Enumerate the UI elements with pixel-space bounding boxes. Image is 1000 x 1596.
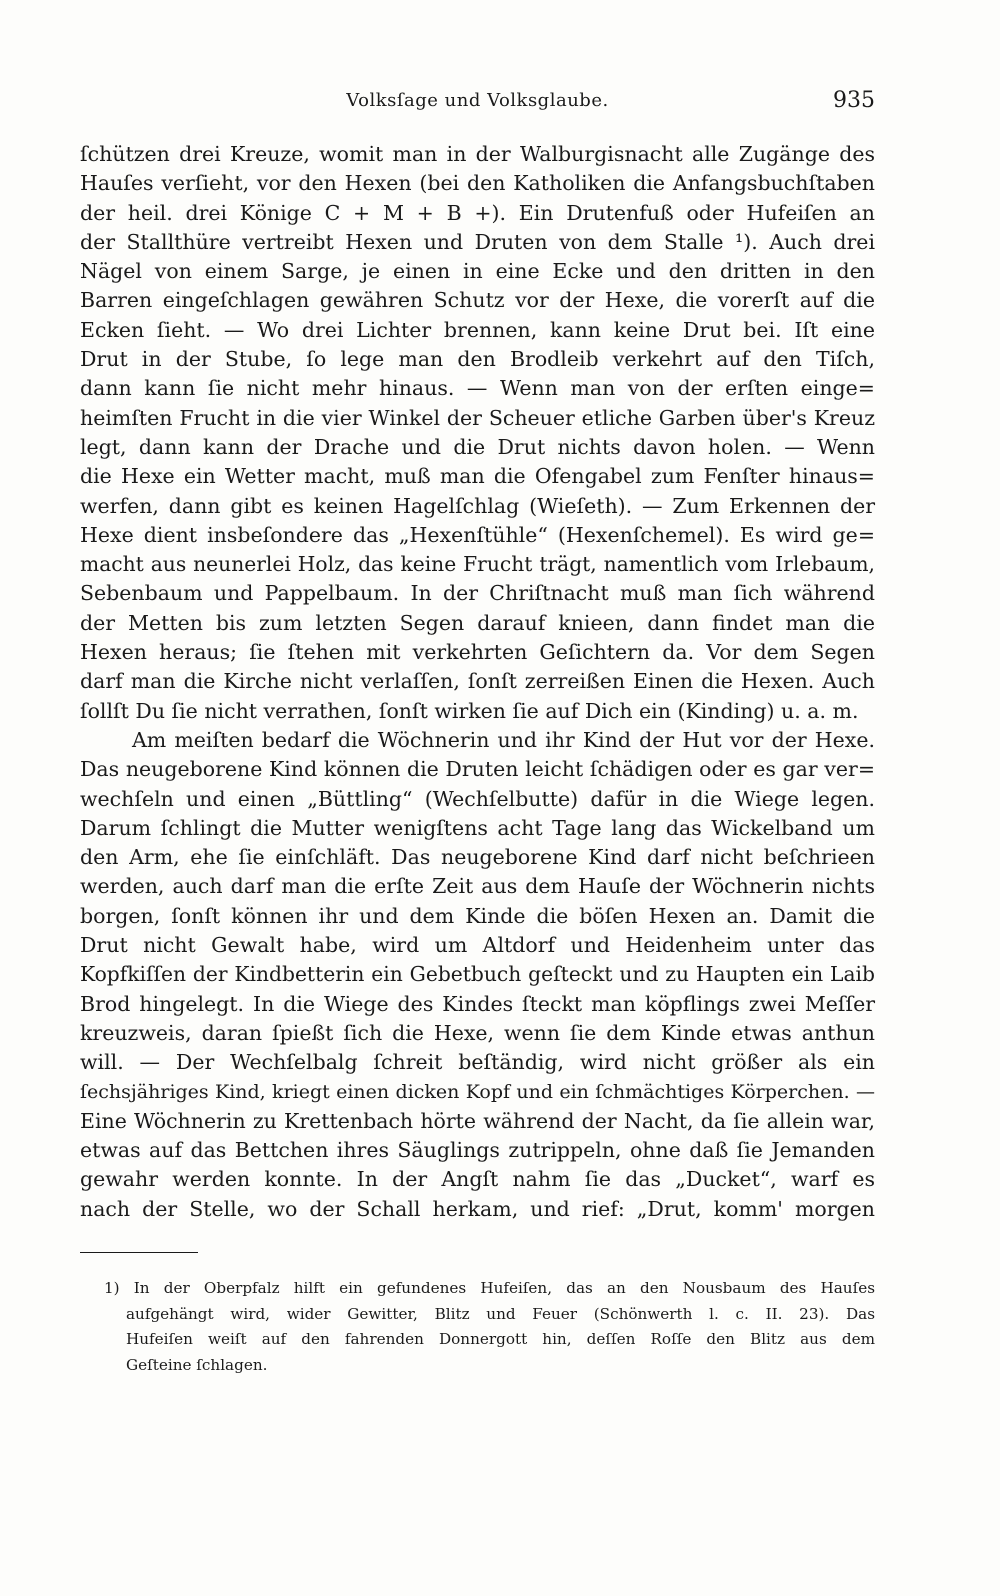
text-line: Hexe dient insbeſondere das „Hexenſtühle“ (Hexenſchemel). Es wird ge= xyxy=(80,522,875,547)
text-line: borgen, ſonſt können ihr und dem Kinde die böſen Hexen an. Damit die xyxy=(80,903,875,928)
text-line: legt, dann kann der Drache und die Drut nichts davon holen. — Wenn xyxy=(80,434,875,459)
text-line: ſchützen drei Kreuze, womit man in der Walburgisnacht alle Zugänge des xyxy=(80,142,875,166)
text-line: Ecken ſieht. — Wo drei Lichter brennen, kann keine Drut bei. Iſt eine xyxy=(80,317,875,342)
text-line: ſechsjähriges Kind, kriegt einen dicken Kopf und ein ſchmächtiges Körperchen. — xyxy=(80,1080,875,1103)
main-text xyxy=(80,140,875,1224)
footnote-divider xyxy=(80,1252,198,1253)
text-line: Drut in der Stube, ſo lege man den Brodleib verkehrt auf den Tiſch, xyxy=(80,347,875,372)
footnote-line: 1) In der Oberpfalz hilft ein gefundenes Hufeiſen, das an den Nousbaum des Hauſes xyxy=(104,1279,875,1297)
text-line: Brod hingelegt. In die Wiege des Kindes ſteckt man köpflings zwei Meſſer xyxy=(80,991,875,1016)
footnote-line: aufgehängt wird, wider Gewitter, Blitz und Feuer (Schönwerth l. c. II. 23). Das xyxy=(126,1304,875,1323)
text-line: werden, auch darf man die erſte Zeit aus dem Hauſe der Wöchnerin nichts xyxy=(80,874,875,899)
text-line: der Stallthüre vertreibt Hexen und Druten von dem Stalle ¹). Auch drei xyxy=(80,229,875,254)
text-line: Darum ſchlingt die Mutter wenigſtens acht Tage lang das Wickelband um xyxy=(80,815,875,840)
text-line: der heil. drei Könige C + M + B +). Ein Drutenfuß oder Hufeiſen an xyxy=(80,200,875,225)
text-line: Barren eingeſchlagen gewähren Schutz vor der Hexe, die vorerſt auf die xyxy=(80,288,875,313)
text-line: will. — Der Wechſelbalg ſchreit beſtändig, wird nicht größer als ein xyxy=(80,1050,875,1075)
text-line: ſollſt Du ſie nicht verrathen, ſonſt wirken ſie auf Dich ein (Kinding) u. a. m. xyxy=(80,698,859,723)
text-line: Eine Wöchnerin zu Krettenbach hörte während der Nacht, da ſie allein war, xyxy=(80,1108,875,1133)
text-line: Hauſes verſieht, vor den Hexen (bei den Katholiken die Anfangsbuchſtaben xyxy=(80,171,875,196)
running-head xyxy=(80,88,875,118)
text-line: macht aus neunerlei Holz, das keine Frucht trägt, namentlich vom Irlebaum, xyxy=(80,552,875,577)
text-line: Sebenbaum und Pappelbaum. In der Chriſtnacht muß man ſich während xyxy=(80,581,875,606)
text-line: Kopfkiſſen der Kindbetterin ein Gebetbuch geſteckt und zu Haupten ein Laib xyxy=(80,962,875,987)
text-line: die Hexe ein Wetter macht, muß man die Ofengabel zum Fenſter hinaus= xyxy=(80,464,875,489)
text-line: gewahr werden konnte. In der Angſt nahm ſie das „Ducket“, warf es xyxy=(80,1167,875,1192)
text-line: den Arm, ehe ſie einſchläft. Das neugeborene Kind darf nicht beſchrieen xyxy=(80,845,875,870)
text-line: Nägel von einem Sarge, je einen in eine Ecke und den dritten in den xyxy=(80,259,875,284)
footnote-line: Hufeiſen weiſt auf den fahrenden Donnergott hin, deſſen Roſſe den Blitz aus dem xyxy=(126,1330,875,1348)
text-line: der Metten bis zum letzten Segen darauf knieen, dann findet man die xyxy=(80,610,875,635)
page-number: 935 xyxy=(833,88,875,113)
footnote-line: Geſteine ſchlagen. xyxy=(126,1355,268,1374)
text-line: kreuzweis, daran ſpießt ſich die Hexe, wenn ſie dem Kinde etwas anthun xyxy=(80,1020,875,1045)
text-line: nach der Stelle, wo der Schall herkam, und rief: „Drut, komm' morgen xyxy=(80,1196,875,1221)
text-line: Drut nicht Gewalt habe, wird um Altdorf und Heidenheim unter das xyxy=(80,933,875,958)
text-line: Hexen heraus; ſie ſtehen mit verkehrten Geſichtern da. Vor dem Segen xyxy=(80,640,875,665)
paragraph-start-line: Am meiſten bedarf die Wöchnerin und ihr Kind der Hut vor der Hexe. xyxy=(132,727,875,752)
text-line: darf man die Kirche nicht verlaſſen, ſonſt zerreißen Einen die Hexen. Auch xyxy=(80,669,875,694)
text-line: Das neugeborene Kind können die Druten leicht ſchädigen oder es gar ver= xyxy=(80,757,875,782)
text-line: werfen, dann gibt es keinen Hagelſchlag (Wieſeth). — Zum Erkennen der xyxy=(80,493,875,518)
text-line: etwas auf das Bettchen ihres Säuglings zutrippeln, ohne daß ſie Jemanden xyxy=(80,1138,875,1163)
text-line: wechſeln und einen „Büttling“ (Wechſelbutte) dafür in die Wiege legen. xyxy=(80,786,875,811)
text-line: heimſten Frucht in die vier Winkel der Scheuer etliche Garben über's Kreuz xyxy=(80,405,875,430)
running-title: Volksſage und Volksglaube. xyxy=(346,90,609,111)
text-line: dann kann ſie nicht mehr hinaus. — Wenn man von der erſten einge= xyxy=(80,376,875,401)
footnote xyxy=(80,1276,875,1378)
